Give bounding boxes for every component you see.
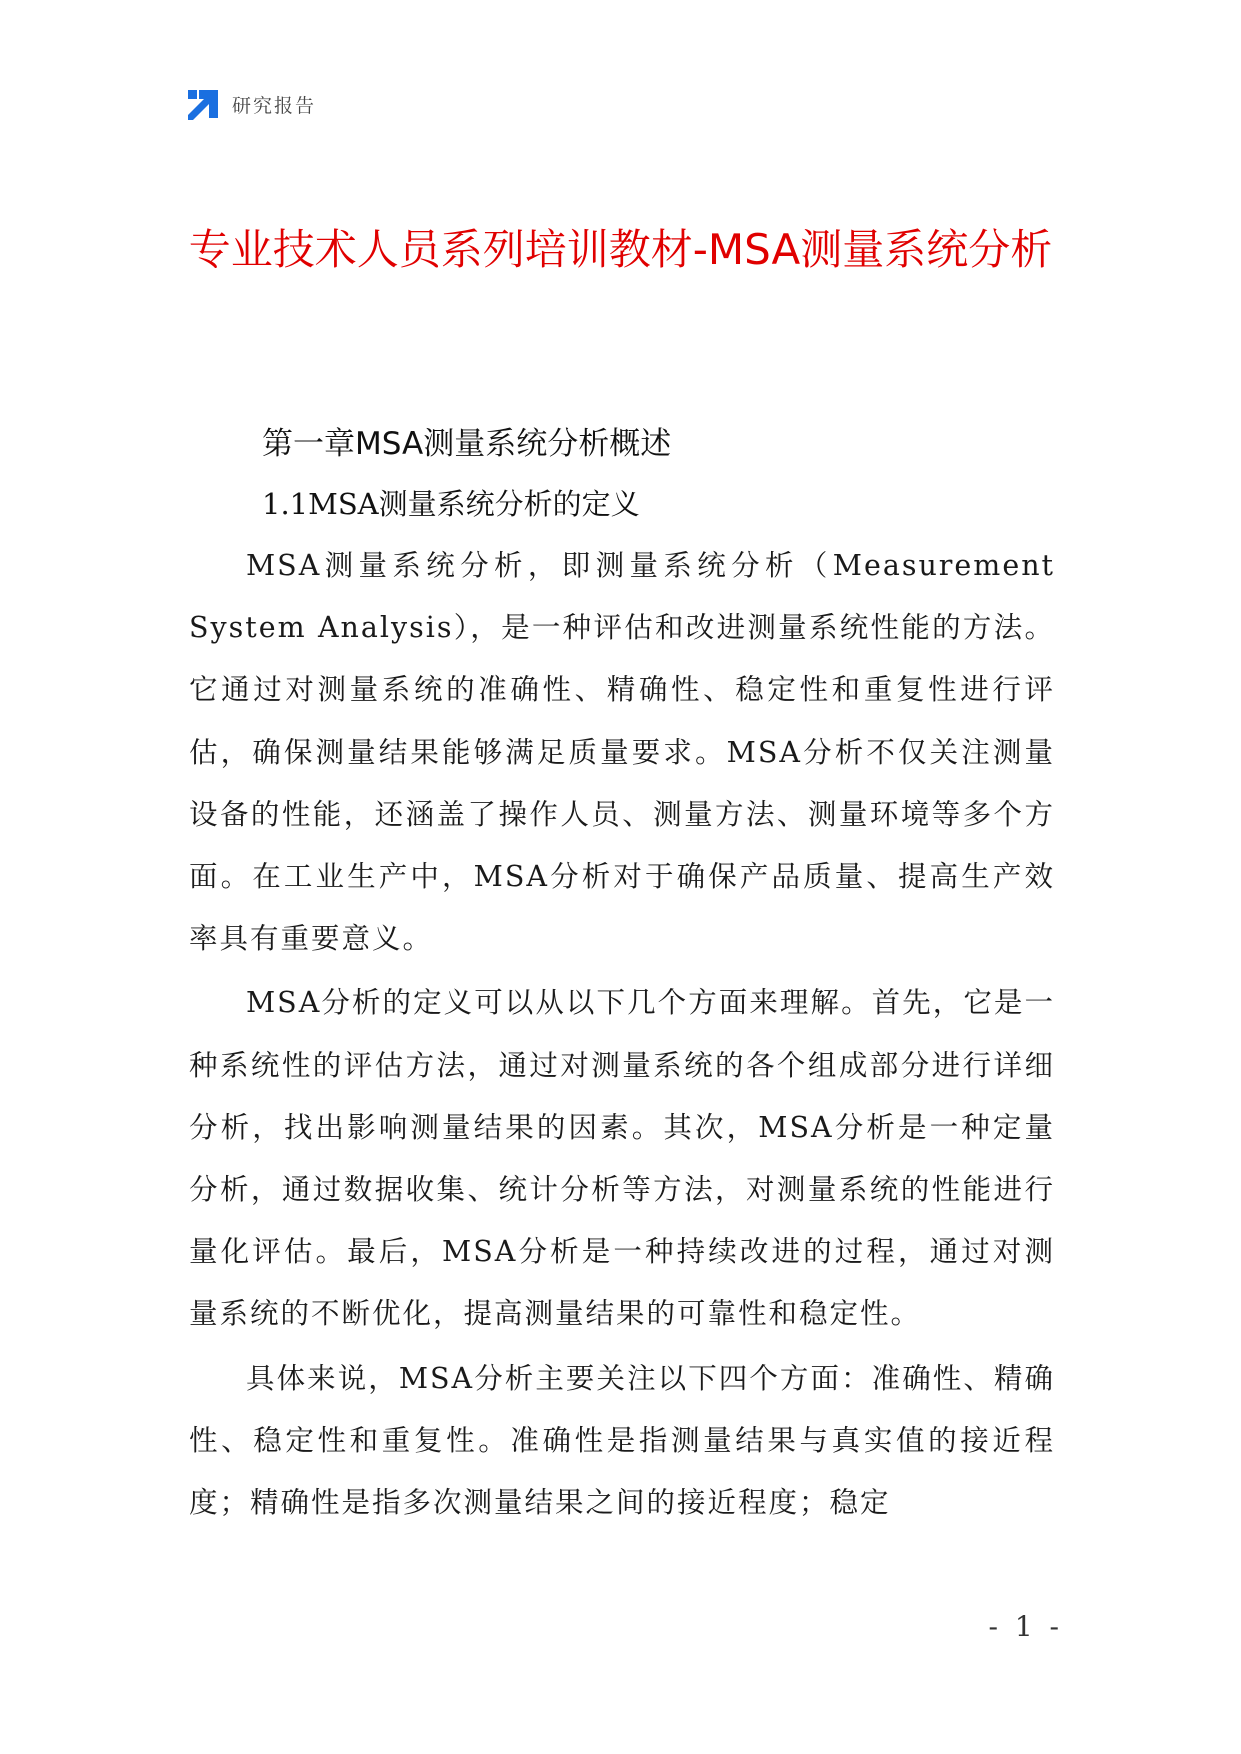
document-header (188, 88, 316, 120)
body-text (189, 535, 1055, 1534)
header-label: 研究报告 (232, 94, 317, 117)
section-heading: 1.1MSA测量系统分析的定义 (262, 487, 640, 521)
page-number: - 1 - (988, 1610, 1063, 1643)
paragraph: MSA测量系统分析，即测量系统分析（Measurement System Analysis），是一种评估和改进测量系统性能的方法。它通过对测量系统的准确性、精确性、稳定性和重复性进行评估，确保测量结果能够满足质量要求。MSA分析不仅关注测量设备的性能，还涵盖了操作人员、测量方法、测量环境等多个方面。在工业生产中，MSA分析对于确保产品质量、提高生产效率具有重要意义。 (189, 549, 1055, 956)
chapter-heading: 第一章MSA测量系统分析概述 (262, 426, 672, 462)
arrow-up-right-icon (188, 88, 220, 120)
document-title: 专业技术人员系列培训教材-MSA测量系统分析 (188, 225, 1053, 274)
paragraph: 具体来说，MSA分析主要关注以下四个方面：准确性、精确性、稳定性和重复性。准确性是指测量结果与真实值的接近程度；精确性是指多次测量结果之间的接近程度；稳定 (189, 1361, 1055, 1520)
paragraph: MSA分析的定义可以从以下几个方面来理解。首先，它是一种系统性的评估方法，通过对测量系统的各个组成部分进行详细分析，找出影响测量结果的因素。其次，MSA分析是一种定量分析，通过数据收集、统计分析等方法，对测量系统的性能进行量化评估。最后，MSA分析是一种持续改进的过程，通过对测量系统的不断优化，提高测量结果的可靠性和稳定性。 (189, 986, 1055, 1331)
